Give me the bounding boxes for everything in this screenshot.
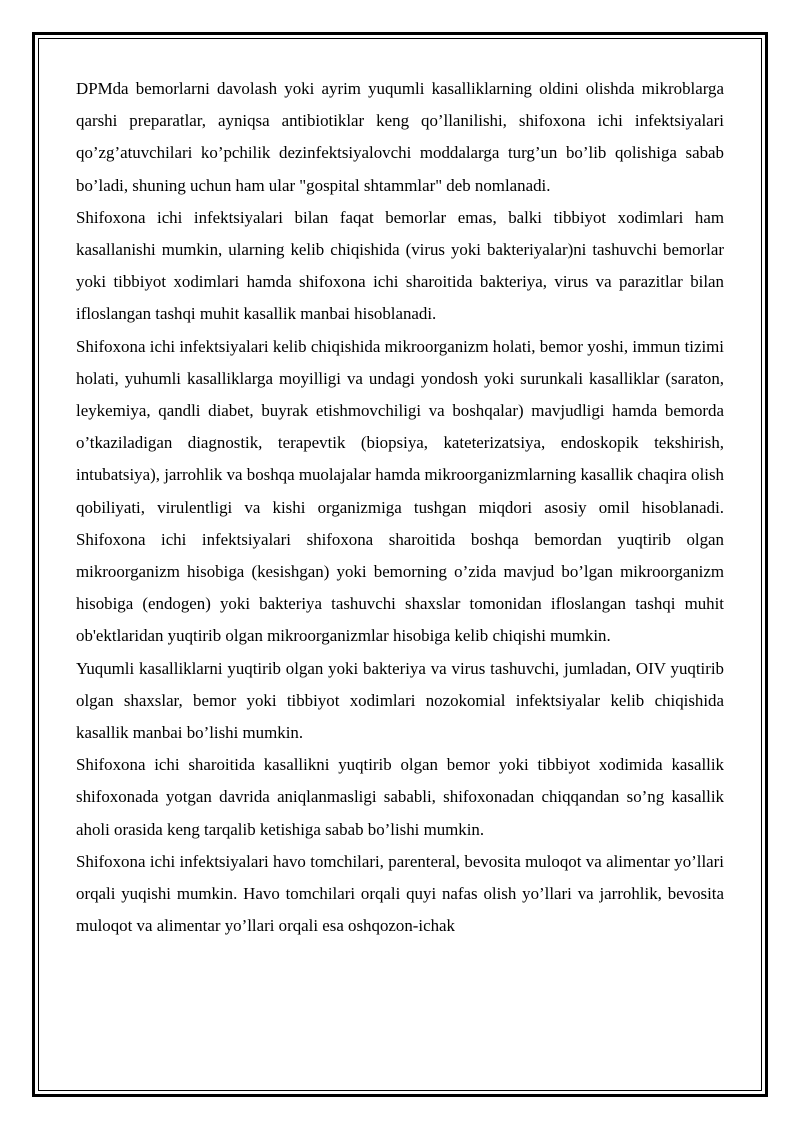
document-body (76, 73, 724, 942)
paragraph-6: Shifoxona ichi infektsiyalari havo tomchilari, parenteral, bevosita muloqot va alimentar yo’llari orqali yuqishi mumkin. Havo tomchilari orqali quyi nafas olish yo’llari va jarrohlik, bevosita muloqot va alimentar yo’llari orqali esa oshqozon-ichak (76, 851, 724, 936)
paragraph-4: Yuqumli kasalliklarni yuqtirib olgan yoki bakteriya va virus tashuvchi, jumladan, OIV yuqtirib olgan shaxslar, bemor yoki tibbiyot xodimlari nozokomial infektsiyalar kelib chiqishida kasallik manbai bo’lishi mumkin. (76, 658, 724, 743)
paragraph-5: Shifoxona ichi sharoitida kasallikni yuqtirib olgan bemor yoki tibbiyot xodimida kasallik shifoxonada yotgan davrida aniqlanmasligi sababli, shifoxonadan chiqqandan so’ng kasallik aholi orasida keng tarqalib ketishiga sabab bo’lishi mumkin. (76, 755, 724, 839)
paragraph-1: DPMda bemorlarni davolash yoki ayrim yuqumli kasalliklarning oldini olishda mikroblarga qarshi preparatlar, ayniqsa antibiotiklar keng qo’llanilishi, shifoxona ichi infektsiyalari qo’zg’atuvchilari ko’pchilik dezinfektsiyalovchi moddalarga turg’un bo’lib qolishiga sabab bo’ladi, shuning uchun ham ular "gospital shtammlar" deb nomlanadi. (76, 79, 724, 195)
paragraph-3: Shifoxona ichi infektsiyalari kelib chiqishida mikroorganizm holati, bemor yoshi, immun tizimi holati, yuhumli kasalliklarga moyilligi va undagi yondosh yoki surunkali kasalliklar (saraton, leykemiya, qandli diabet, buyrak etishmovchiligi va boshqalar) mavjudligi hamda bemorda o’tkaziladigan diagnostik, terapevtik (biopsiya, kateterizatsiya, endoskopik tekshirish, intubatsiya), jarrohlik va boshqa muolajalar hamda mikroorganizmlarning kasallik chaqira olish qobiliyati, virulentligi va kishi organizmiga tushgan miqdori asosiy omil hisoblanadi. Shifoxona ichi infektsiyalari shifoxona sharoitida boshqa bemordan yuqtirib olgan mikroorganizm hisobiga (kesishgan) yoki bemorning o’zida mavjud bo’lgan mikroorganizm hisobiga (endogen) yoki bakteriya tashuvchi shaxslar tomonidan ifloslangan tashqi muhit ob'ektlaridan yuqtirib olgan mikroorganizmlar hisobiga kelib chiqishi mumkin. (76, 336, 724, 646)
paragraph-2: Shifoxona ichi infektsiyalari bilan faqat bemorlar emas, balki tibbiyot xodimlari ham kasallanishi mumkin, ularning kelib chiqishida (virus yoki bakteriyalar)ni tashuvchi bemorlar yoki tibbiyot xodimlari hamda shifoxona ichi sharoitida bakteriya, virus va parazitlar bilan ifloslangan tashqi muhit kasallik manbai hisoblanadi. (76, 207, 724, 324)
